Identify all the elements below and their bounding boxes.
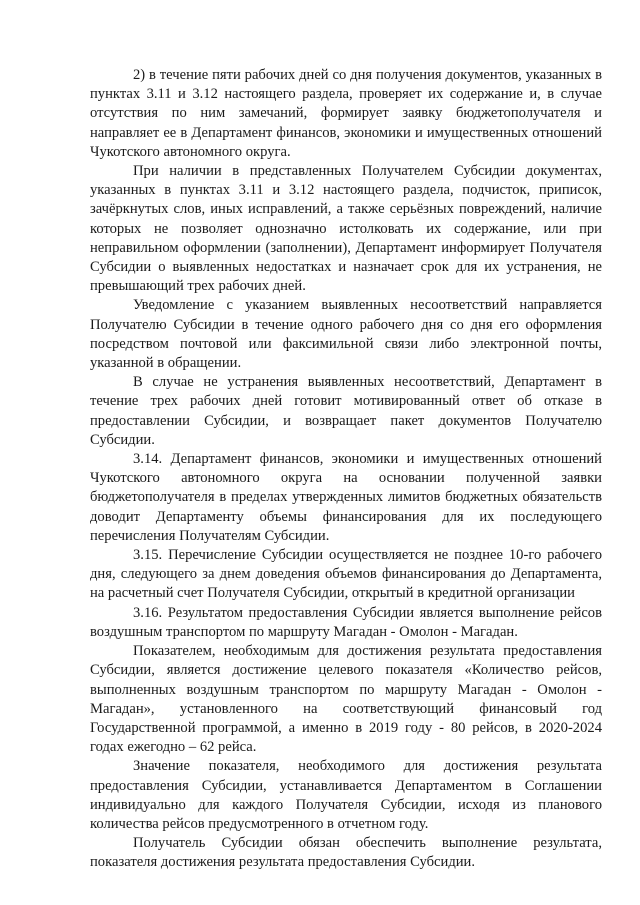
- paragraph-notification: Уведомление с указанием выявленных несоответствий направляется Получателю Субсидии в течение одного рабочего дня со дня его оформления посредством почтовой или факсимильной связи либо электронной почты, указанной в обращении.: [90, 297, 602, 372]
- paragraph-3-14: 3.14. Департамент финансов, экономики и имущественных отношений Чукотского автономного округа на основании полученной заявки бюджетополучателя в пределах утвержденных лимитов бюджетных обязательств доводит Департаменту объемы финансирования для их последующего перечисления Получателям Субсидии.: [90, 451, 602, 544]
- paragraph-item-2-review: 2) в течение пяти рабочих дней со дня получения документов, указанных в пунктах 3.11 и 3.12 настоящего раздела, проверяет их содержание и, в случае отсутствия по ним замечаний, формирует заявку бюджетополучателя и направляет ее в Департамент финансов, экономики и имущественных отношений Чукотского автономного округа.: [90, 67, 602, 160]
- paragraph-refusal: В случае не устранения выявленных несоответствий, Департамент в течение трех рабочих дней готовит мотивированный ответ об отказе в предоставлении Субсидии, и возвращает пакет документов Получателю Субсидии.: [90, 374, 602, 448]
- paragraph-deficiencies: При наличии в представленных Получателем Субсидии документах, указанных в пунктах 3.11 и 3.12 настоящего раздела, подчисток, приписок, зачёркнутых слов, иных исправлений, а также серьёзных повреждений, наличие которых не позволяет однозначно истолковать их содержание, или при неправильном оформлении (заполнении), Департамент информирует Получателя Субсидии о выявленных недостатках и назначает срок для их устранения, не превышающий трех рабочих дней.: [90, 163, 602, 295]
- paragraph-obligation: Получатель Субсидии обязан обеспечить выполнение результата, показателя достижения результата предоставления Субсидии.: [90, 835, 602, 871]
- document-page: [90, 66, 602, 873]
- paragraph-indicator: Показателем, необходимым для достижения результата предоставления Субсидии, является достижение целевого показателя «Количество рейсов, выполненных воздушным транспортом по маршруту Магадан - Омолон - Магадан», установленного на соответствующий финансовый год Государственной программой, а именно в 2019 году - 80 рейсов, в 2020-2024 годах ежегодно – 62 рейса.: [90, 643, 602, 756]
- paragraph-3-16: 3.16. Результатом предоставления Субсидии является выполнение рейсов воздушным транспортом по маршруту Магадан - Омолон - Магадан.: [90, 604, 602, 640]
- paragraph-indicator-value: Значение показателя, необходимого для достижения результата предоставления Субсидии, устанавливается Департаментом в Соглашении индивидуально для каждого Получателя Субсидии, исходя из планового количества рейсов предусмотренного в отчетном году.: [90, 758, 602, 832]
- paragraph-3-15: 3.15. Перечисление Субсидии осуществляется не позднее 10-го рабочего дня, следующего за днем доведения объемов финансирования до Департамента, на расчетный счет Получателя Субсидии, открытый в кредитной организации: [90, 547, 602, 602]
